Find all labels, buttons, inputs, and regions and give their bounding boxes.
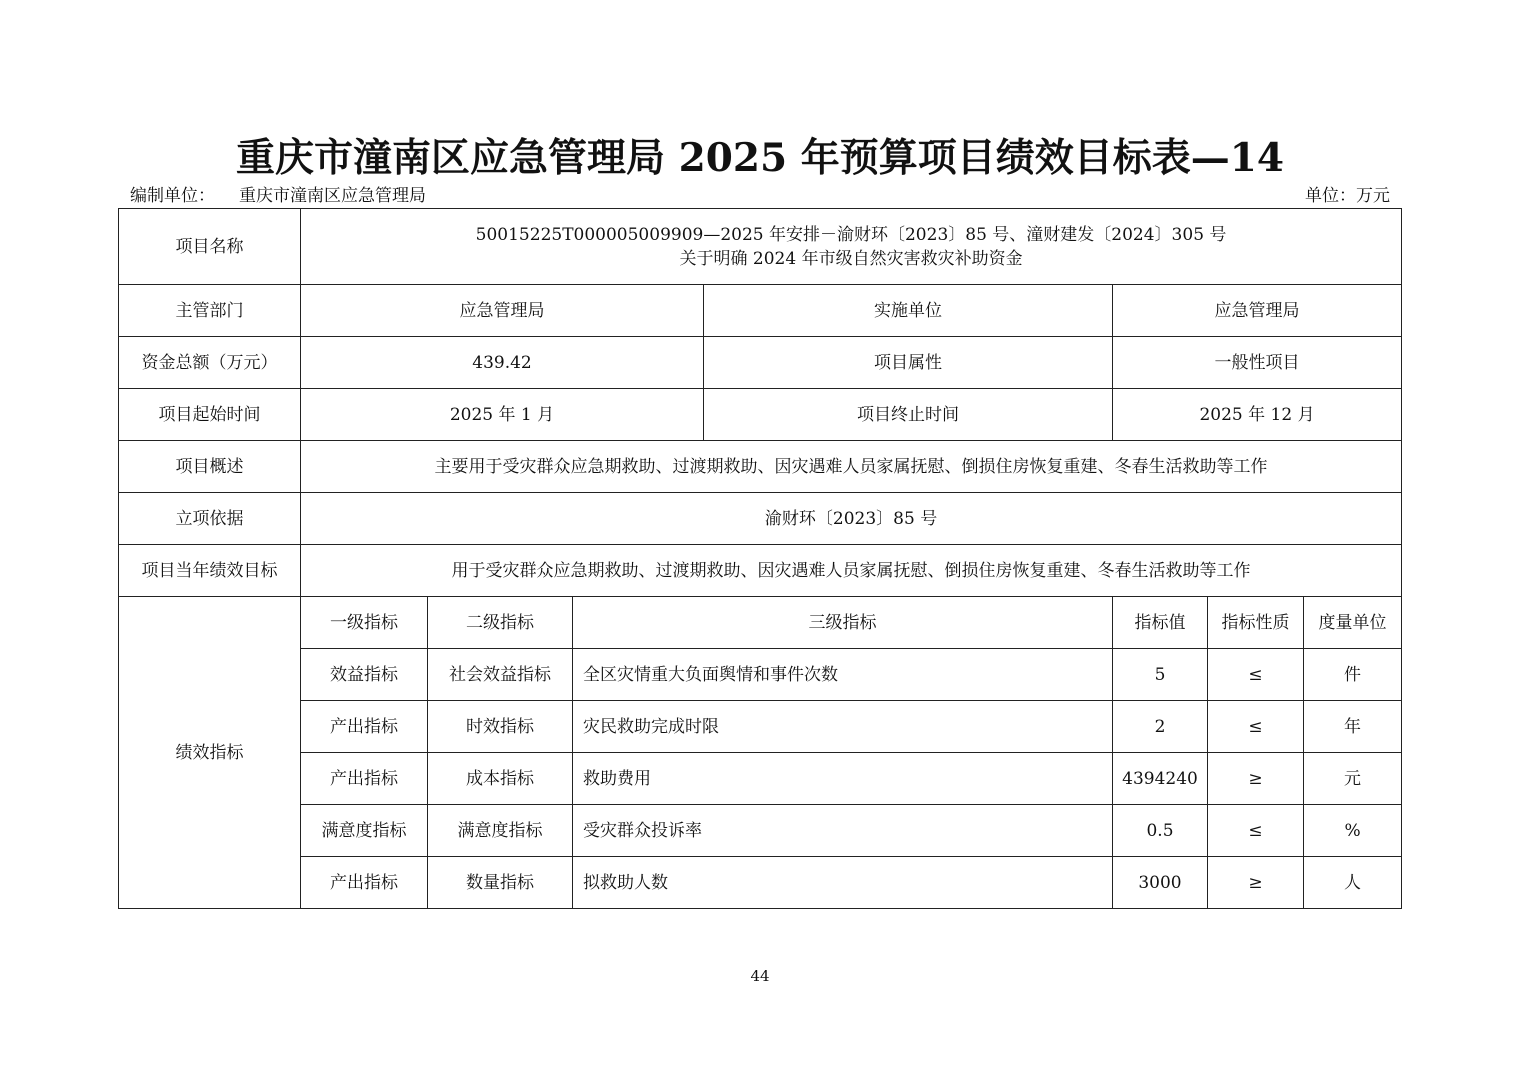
indicator-level3: 全区灾情重大负面舆情和事件次数 xyxy=(573,649,1113,701)
compiling-unit xyxy=(130,185,426,207)
row-overview xyxy=(119,441,1402,493)
indicator-value: 2 xyxy=(1113,701,1208,753)
indicator-level3: 拟救助人数 xyxy=(573,857,1113,909)
compiling-unit-name: 重庆市潼南区应急管理局 xyxy=(239,186,426,206)
overview-label: 项目概述 xyxy=(119,441,301,493)
impl-value: 应急管理局 xyxy=(1113,285,1402,337)
indicator-level2: 满意度指标 xyxy=(428,805,573,857)
perf-label: 绩效指标 xyxy=(119,597,301,909)
indicator-nature: ≤ xyxy=(1208,701,1304,753)
indicator-level1: 产出指标 xyxy=(301,701,428,753)
indicator-level3: 受灾群众投诉率 xyxy=(573,805,1113,857)
indicator-level3: 救助费用 xyxy=(573,753,1113,805)
header-level3: 三级指标 xyxy=(573,597,1113,649)
attr-label: 项目属性 xyxy=(704,337,1113,389)
indicator-unit: 元 xyxy=(1304,753,1402,805)
compiling-unit-label: 编制单位： xyxy=(130,186,215,206)
header-unit: 度量单位 xyxy=(1304,597,1402,649)
indicator-nature: ≥ xyxy=(1208,857,1304,909)
indicator-unit: 年 xyxy=(1304,701,1402,753)
indicator-row xyxy=(119,701,1402,753)
project-name-label: 项目名称 xyxy=(119,209,301,285)
project-name-line-2: 关于明确 2024 年市级自然灾害救灾补助资金 xyxy=(679,248,1023,269)
performance-table xyxy=(118,208,1402,909)
indicator-unit: 人 xyxy=(1304,857,1402,909)
indicator-nature: ≥ xyxy=(1208,753,1304,805)
indicator-value: 4394240 xyxy=(1113,753,1208,805)
indicator-header-row xyxy=(119,597,1402,649)
row-basis xyxy=(119,493,1402,545)
indicator-level2: 社会效益指标 xyxy=(428,649,573,701)
end-value: 2025 年 12 月 xyxy=(1113,389,1402,441)
row-department xyxy=(119,285,1402,337)
indicator-level1: 产出指标 xyxy=(301,857,428,909)
goal-value: 用于受灾群众应急期救助、过渡期救助、因灾遇难人员家属抚慰、倒损住房恢复重建、冬春生活救助等工作 xyxy=(301,545,1402,597)
indicator-row xyxy=(119,753,1402,805)
attr-value: 一般性项目 xyxy=(1113,337,1402,389)
header-level2: 二级指标 xyxy=(428,597,573,649)
indicator-value: 0.5 xyxy=(1113,805,1208,857)
impl-label: 实施单位 xyxy=(704,285,1113,337)
indicator-level1: 满意度指标 xyxy=(301,805,428,857)
dept-label: 主管部门 xyxy=(119,285,301,337)
row-period xyxy=(119,389,1402,441)
start-value: 2025 年 1 月 xyxy=(301,389,704,441)
row-project-name xyxy=(119,209,1402,285)
indicator-unit: % xyxy=(1304,805,1402,857)
end-label: 项目终止时间 xyxy=(704,389,1113,441)
indicator-level1: 产出指标 xyxy=(301,753,428,805)
indicator-unit: 件 xyxy=(1304,649,1402,701)
row-funding xyxy=(119,337,1402,389)
page-number: 44 xyxy=(750,967,770,985)
fund-label: 资金总额（万元） xyxy=(119,337,301,389)
indicator-row xyxy=(119,649,1402,701)
basis-label: 立项依据 xyxy=(119,493,301,545)
indicator-level1: 效益指标 xyxy=(301,649,428,701)
project-name-value xyxy=(301,209,1402,285)
indicator-nature: ≤ xyxy=(1208,649,1304,701)
header-value: 指标值 xyxy=(1113,597,1208,649)
indicator-nature: ≤ xyxy=(1208,805,1304,857)
fund-value: 439.42 xyxy=(301,337,704,389)
indicator-level3: 灾民救助完成时限 xyxy=(573,701,1113,753)
indicator-value: 5 xyxy=(1113,649,1208,701)
start-label: 项目起始时间 xyxy=(119,389,301,441)
indicator-row xyxy=(119,805,1402,857)
row-goal xyxy=(119,545,1402,597)
indicator-level2: 数量指标 xyxy=(428,857,573,909)
page-title: 重庆市潼南区应急管理局 2025 年预算项目绩效目标表—14 xyxy=(236,135,1284,181)
amount-unit: 单位：万元 xyxy=(1305,186,1390,206)
overview-value: 主要用于受灾群众应急期救助、过渡期救助、因灾遇难人员家属抚慰、倒损住房恢复重建、冬春生活救助等工作 xyxy=(301,441,1402,493)
indicator-level2: 时效指标 xyxy=(428,701,573,753)
indicator-row xyxy=(119,857,1402,909)
project-name-line-1: 50015225T000005009909—2025 年安排－渝财环〔2023〕85 号、潼财建发〔2024〕305 号 xyxy=(475,224,1227,245)
header-level1: 一级指标 xyxy=(301,597,428,649)
basis-value: 渝财环〔2023〕85 号 xyxy=(301,493,1402,545)
dept-value: 应急管理局 xyxy=(301,285,704,337)
goal-label: 项目当年绩效目标 xyxy=(119,545,301,597)
header-nature: 指标性质 xyxy=(1208,597,1304,649)
indicator-value: 3000 xyxy=(1113,857,1208,909)
indicator-level2: 成本指标 xyxy=(428,753,573,805)
